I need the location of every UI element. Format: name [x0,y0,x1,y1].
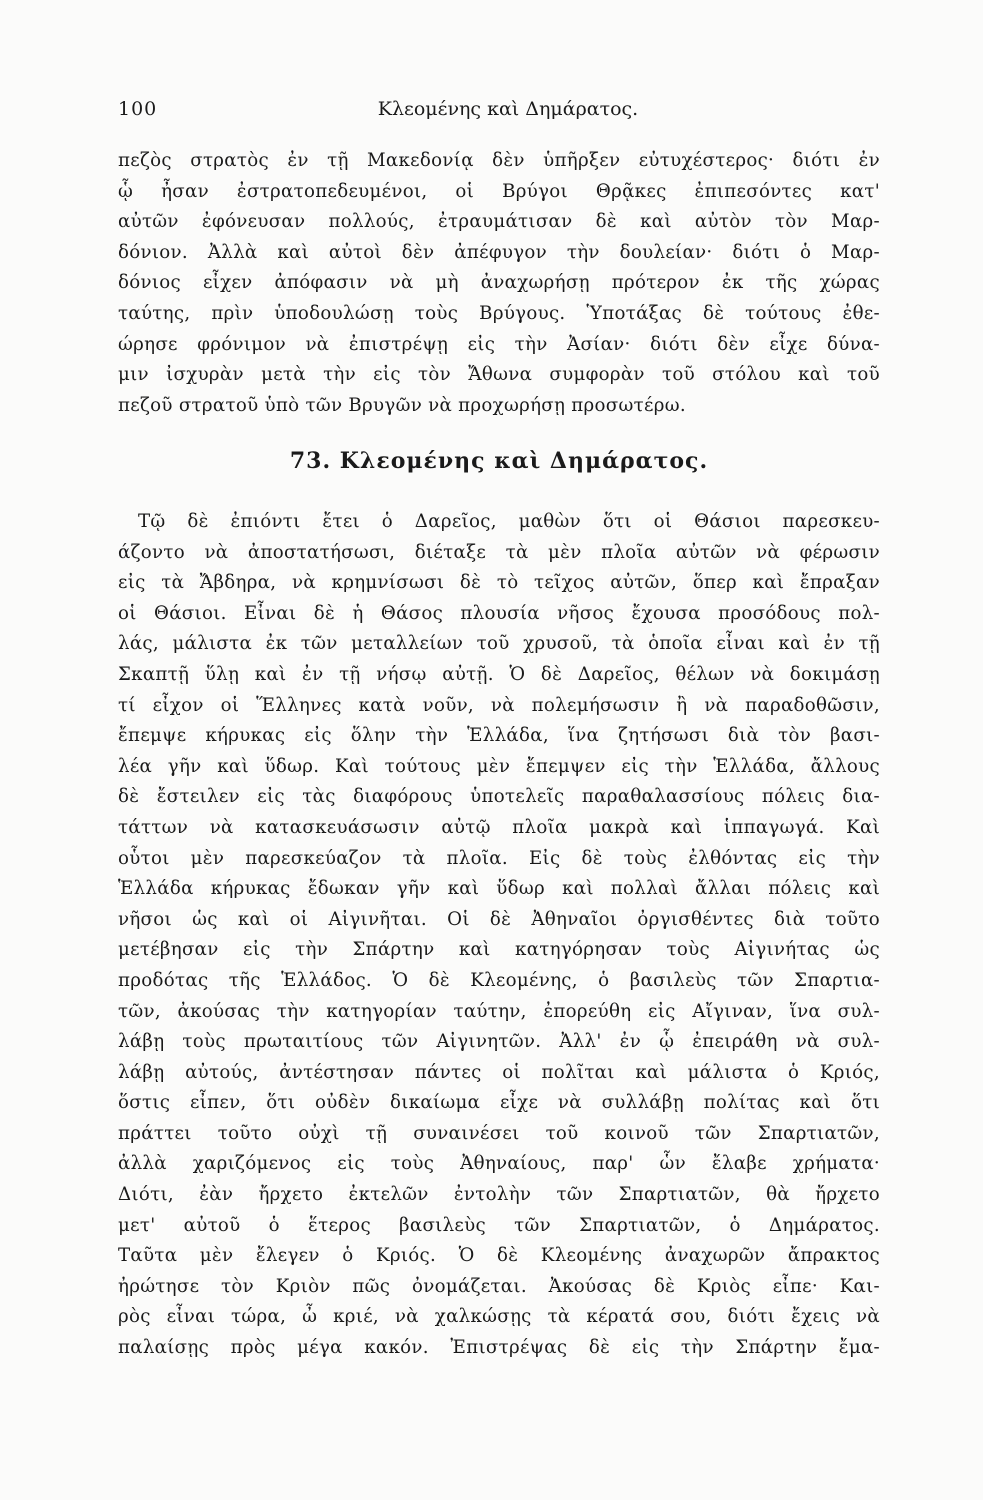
text-line: ταύτης, πρὶν ὑποδουλώσῃ τοὺς Βρύγους. Ὑποτάξας δὲ τούτους ἐθε- [118,302,880,324]
text-line: πεζὸς στρατὸς ἐν τῇ Μακεδονίᾳ δὲν ὑπῆρξεν εὐτυχέστερος· διότι ἐν [118,150,880,171]
text-line: λάς, μάλιστα ἐκ τῶν μεταλλείων τοῦ χρυσοῦ, τὰ ὁποῖα εἶναι καὶ ἐν τῇ [118,633,880,655]
text-line: ώρησε φρόνιμον νὰ ἐπιστρέψῃ εἰς τὴν Ἀσίαν· διότι δὲν εἶχε δύνα- [118,333,880,355]
paragraph-continued [118,146,880,421]
text-line: ὅστις εἶπεν, ὅτι οὐδὲν δικαίωμα εἶχε νὰ συλλάβῃ πολίτας καὶ ὅτι [118,1092,880,1114]
text-line: παλαίσῃς πρὸς μέγα κακόν. Ἐπιστρέψας δὲ εἰς τὴν Σπάρτην ἔμα- [118,1337,880,1359]
text-line: άζοντο νὰ ἀποστατήσωσι, διέταξε τὰ μὲν πλοῖα αὐτῶν νὰ φέρωσιν [118,541,880,563]
text-line: Τῷ δὲ ἐπιόντι ἔτει ὁ Δαρεῖος, μαθὼν ὅτι οἱ Θάσιοι παρεσκευ- [138,511,880,532]
text-line: δὲ ἔστειλεν εἰς τὰς διαφόρους ὑποτελεῖς παραθαλασσίους πόλεις δια- [118,786,880,808]
text-line: τῶν, ἀκούσας τὴν κατηγορίαν ταύτην, ἐπορεύθη εἰς Αἴγιναν, ἵνα συλ- [118,1000,880,1022]
text-line: πράττει τοῦτο οὐχὶ τῇ συναινέσει τοῦ κοινοῦ τῶν Σπαρτιατῶν, [118,1122,880,1144]
text-line: οἱ Θάσιοι. Εἶναι δὲ ἡ Θάσος πλουσία νῆσος ἔχουσα προσόδους πολ- [118,602,880,624]
running-head [118,98,878,126]
page-number: 100 [118,98,158,120]
text-line: ἀλλὰ χαριζόμενος εἰς τοὺς Ἀθηναίους, παρ' ὧν ἔλαβε χρήματα· [118,1153,880,1175]
text-line: λέα γῆν καὶ ὕδωρ. Καὶ τούτους μὲν ἔπεμψεν εἰς τὴν Ἑλλάδα, ἄλλους [118,755,880,777]
text-line: ἠρώτησε τὸν Κριὸν πῶς ὀνομάζεται. Ἀκούσας δὲ Κριὸς εἶπε· Και- [118,1275,880,1297]
text-line: ᾧ ἦσαν ἐστρατοπεδευμένοι, οἱ Βρύγοι Θρᾷκες ἐπιπεσόντες κατ' [118,180,880,202]
text-line: προδότας τῆς Ἑλλάδος. Ὁ δὲ Κλεομένης, ὁ βασιλεὺς τῶν Σπαρτια- [118,969,880,991]
text-line: οὗτοι μὲν παρεσκεύαζον τὰ πλοῖα. Εἰς δὲ τοὺς ἐλθόντας εἰς τὴν [118,847,880,869]
text-line: μιν ἰσχυρὰν μετὰ τὴν εἰς τὸν Ἄθωνα συμφορὰν τοῦ στόλου καὶ τοῦ [118,364,880,386]
text-line: Ἑλλάδα κήρυκας ἔδωκαν γῆν καὶ ὕδωρ καὶ πολλαὶ ἄλλαι πόλεις καὶ [118,878,880,900]
text-line: εἰς τὰ Ἄβδηρα, νὰ κρημνίσωσι δὲ τὸ τεῖχος αὐτῶν, ὅπερ καὶ ἔπραξαν [118,572,880,594]
text-line: τί εἶχον οἱ Ἕλληνες κατὰ νοῦν, νὰ πολεμήσωσιν ἢ νὰ παραδοθῶσιν, [118,694,880,716]
running-title: Κλεομένης καὶ Δημάρατος. [377,98,639,120]
text-line: δόνιος εἶχεν ἀπόφασιν νὰ μὴ ἀναχωρήσῃ πρότερον ἐκ τῆς χώρας [118,272,880,294]
text-line: Διότι, ἐὰν ἤρχετο ἐκτελῶν ἐντολὴν τῶν Σπαρτιατῶν, θὰ ἤρχετο [118,1184,880,1206]
text-line: λάβῃ αὐτούς, ἀντέστησαν πάντες οἱ πολῖται καὶ μάλιστα ὁ Κριός, [118,1061,880,1083]
section-paragraph [118,507,880,1364]
text-line: Σκαπτῇ ὕλῃ καὶ ἐν τῇ νήσῳ αὐτῇ. Ὁ δὲ Δαρεῖος, θέλων νὰ δοκιμάσῃ [118,663,880,685]
text-line: δόνιον. Ἀλλὰ καὶ αὐτοὶ δὲν ἀπέφυγον τὴν δουλείαν· διότι ὁ Μαρ- [118,241,880,263]
text-line: πεζοῦ στρατοῦ ὑπὸ τῶν Βρυγῶν νὰ προχωρήσῃ προσωτέρω. [118,394,686,416]
text-line: μετέβησαν εἰς τὴν Σπάρτην καὶ κατηγόρησαν τοὺς Αἰγινήτας ὡς [118,939,880,961]
text-line: Ταῦτα μὲν ἔλεγεν ὁ Κριός. Ὁ δὲ Κλεομένης ἀναχωρῶν ἄπρακτος [118,1245,880,1267]
section-heading: 73. Κλεομένης καὶ Δημάρατος. [289,448,709,474]
text-line: μετ' αὐτοῦ ὁ ἕτερος βασιλεὺς τῶν Σπαρτιατῶν, ὁ Δημάρατος. [118,1214,880,1236]
text-line: αὐτῶν ἐφόνευσαν πολλούς, ἐτραυμάτισαν δὲ καὶ αὐτὸν τὸν Μαρ- [118,211,880,233]
text-line: νῆσοι ὡς καὶ οἱ Αἰγινῆται. Οἱ δὲ Ἀθηναῖοι ὀργισθέντες διὰ τοῦτο [118,908,880,930]
text-line: λάβῃ τοὺς πρωταιτίους τῶν Αἰγινητῶν. Ἀλλ' ἐν ᾧ ἐπειράθη νὰ συλ- [118,1031,880,1053]
text-line: ἔπεμψε κήρυκας εἰς ὅλην τὴν Ἑλλάδα, ἵνα ζητήσωσι διὰ τὸν βασι- [118,725,880,747]
text-line: ρὸς εἶναι τώρα, ὦ κριέ, νὰ χαλκώσῃς τὰ κέρατά σου, διότι ἔχεις νὰ [118,1306,880,1328]
text-line: τάττων νὰ κατασκευάσωσιν αὐτῷ πλοῖα μακρὰ καὶ ἱππαγωγά. Καὶ [118,816,880,838]
